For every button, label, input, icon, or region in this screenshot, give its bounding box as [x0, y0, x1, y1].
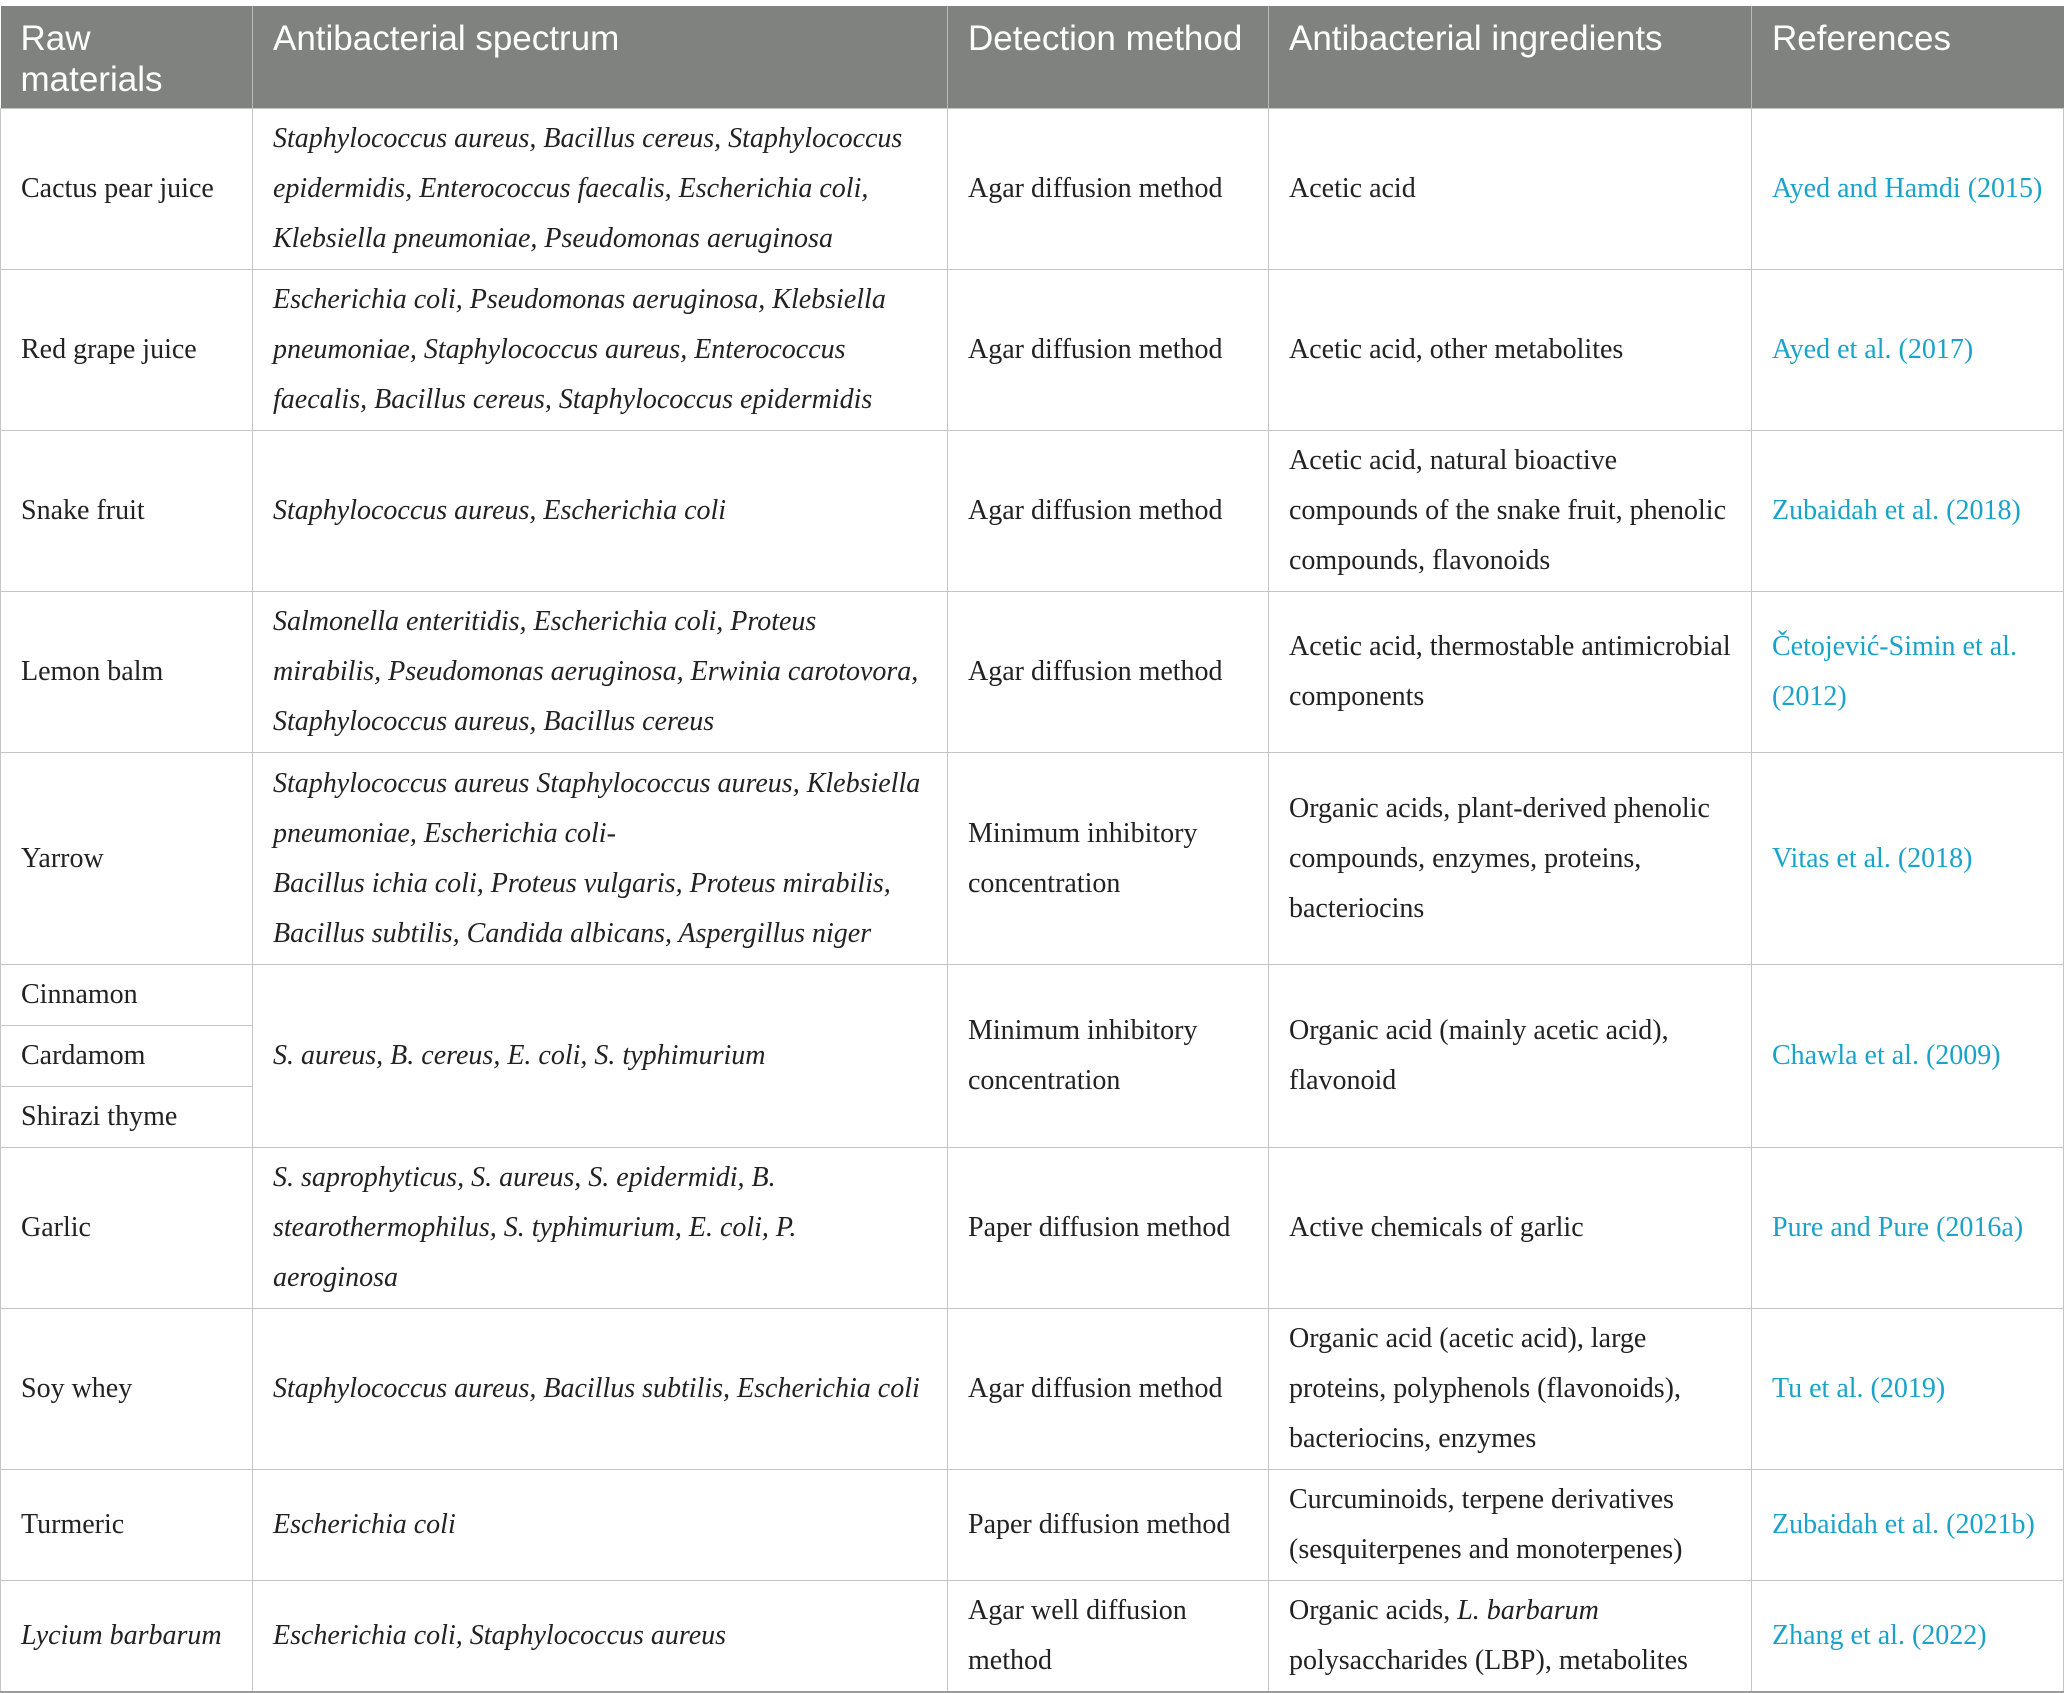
method-cell: Agar diffusion method [948, 592, 1269, 753]
reference-link[interactable]: Zhang et al. (2022) [1752, 1581, 2064, 1693]
spectrum-cell: Escherichia coli [253, 1470, 948, 1581]
reference-link[interactable]: Chawla et al. (2009) [1752, 965, 2064, 1148]
ingredients-text: Organic acids, [1289, 1595, 1458, 1626]
spectrum-cell: Staphylococcus aureus, Escherichia coli [253, 431, 948, 592]
table-row [1, 270, 2064, 431]
table-row [1, 1148, 2064, 1309]
spectrum-cell [253, 753, 948, 965]
ingredients-cell: Acetic acid [1269, 109, 1752, 270]
spectrum-line: Staphylococcus aureus Staphylococcus aureus, Klebsiella pneumoniae, Escherichia coli- [273, 767, 921, 849]
raw-material-cell: Snake fruit [1, 431, 253, 592]
method-cell: Minimum inhibitory concentration [948, 965, 1269, 1148]
table-row [1, 592, 2064, 753]
raw-material-cell: Turmeric [1, 1470, 253, 1581]
method-cell: Agar diffusion method [948, 431, 1269, 592]
reference-link[interactable]: Ayed et al. (2017) [1752, 270, 2064, 431]
ingredients-cell: Acetic acid, other metabolites [1269, 270, 1752, 431]
spectrum-line: Bacillus ichia coli, Proteus vulgaris, Proteus mirabilis, Bacillus subtilis, Candida albicans, Aspergillus niger [273, 867, 891, 949]
method-cell: Paper diffusion method [948, 1148, 1269, 1309]
ingredients-cell: Organic acid (acetic acid), large proteins, polyphenols (flavonoids), bacteriocins, enzymes [1269, 1309, 1752, 1470]
raw-material-cell: Cactus pear juice [1, 109, 253, 270]
ingredients-cell: Curcuminoids, terpene derivatives (sesquiterpenes and monoterpenes) [1269, 1470, 1752, 1581]
raw-material-cell: Garlic [1, 1148, 253, 1309]
table-row [1, 753, 2064, 965]
antibacterial-table [0, 6, 2064, 1693]
method-cell: Agar diffusion method [948, 109, 1269, 270]
reference-link[interactable]: Pure and Pure (2016a) [1752, 1148, 2064, 1309]
header-references: References [1752, 6, 2064, 109]
reference-link[interactable]: Zubaidah et al. (2021b) [1752, 1470, 2064, 1581]
table-row [1, 109, 2064, 270]
ingredients-cell: Acetic acid, natural bioactive compounds of the snake fruit, phenolic compounds, flavonoids [1269, 431, 1752, 592]
table-row [1, 1470, 2064, 1581]
raw-material-cell: Red grape juice [1, 270, 253, 431]
ingredients-cell: Organic acid (mainly acetic acid), flavonoid [1269, 965, 1752, 1148]
header-antibacterial-ingredients: Antibacterial ingredients [1269, 6, 1752, 109]
table-row [1, 1581, 2064, 1693]
raw-material-cell: Lycium barbarum [1, 1581, 253, 1693]
header-detection-method: Detection method [948, 6, 1269, 109]
reference-link[interactable]: Ayed and Hamdi (2015) [1752, 109, 2064, 270]
spectrum-cell: Escherichia coli, Pseudomonas aeruginosa, Klebsiella pneumoniae, Staphylococcus aureus, Enterococcus faecalis, Bacillus cereus, Staphylococcus epidermidis [253, 270, 948, 431]
raw-material-cell: Yarrow [1, 753, 253, 965]
spectrum-cell: S. saprophyticus, S. aureus, S. epidermidi, B. stearothermophilus, S. typhimurium, E. coli, P. aeroginosa [253, 1148, 948, 1309]
method-cell: Agar well diffusion method [948, 1581, 1269, 1693]
table-row [1, 965, 2064, 1026]
header-raw-materials: Raw materials [1, 6, 253, 109]
table-row [1, 431, 2064, 592]
ingredients-cell [1269, 1581, 1752, 1693]
raw-material-cell: Lemon balm [1, 592, 253, 753]
reference-link[interactable]: Zubaidah et al. (2018) [1752, 431, 2064, 592]
reference-link[interactable]: Vitas et al. (2018) [1752, 753, 2064, 965]
header-antibacterial-spectrum: Antibacterial spectrum [253, 6, 948, 109]
method-cell: Agar diffusion method [948, 1309, 1269, 1470]
ingredients-text: polysaccharides (LBP), metabolites [1289, 1645, 1688, 1676]
raw-material-cell: Cardamom [1, 1026, 253, 1087]
spectrum-cell: Staphylococcus aureus, Bacillus subtilis, Escherichia coli [253, 1309, 948, 1470]
method-cell: Minimum inhibitory concentration [948, 753, 1269, 965]
header-row [1, 6, 2064, 109]
spectrum-cell: Salmonella enteritidis, Escherichia coli, Proteus mirabilis, Pseudomonas aeruginosa, Erwinia carotovora, Staphylococcus aureus, Bacillus cereus [253, 592, 948, 753]
reference-link[interactable]: Tu et al. (2019) [1752, 1309, 2064, 1470]
ingredients-cell: Active chemicals of garlic [1269, 1148, 1752, 1309]
raw-material-cell: Shirazi thyme [1, 1087, 253, 1148]
method-cell: Paper diffusion method [948, 1470, 1269, 1581]
ingredients-cell: Acetic acid, thermostable antimicrobial components [1269, 592, 1752, 753]
table-row [1, 1309, 2064, 1470]
raw-material-cell: Soy whey [1, 1309, 253, 1470]
reference-link[interactable]: Četojević-Simin et al. (2012) [1752, 592, 2064, 753]
ingredients-species: L. barbarum [1457, 1595, 1599, 1626]
spectrum-cell: Staphylococcus aureus, Bacillus cereus, Staphylococcus epidermidis, Enterococcus faecalis, Escherichia coli, Klebsiella pneumoniae, Pseudomonas aeruginosa [253, 109, 948, 270]
method-cell: Agar diffusion method [948, 270, 1269, 431]
spectrum-cell: Escherichia coli, Staphylococcus aureus [253, 1581, 948, 1693]
raw-material-cell: Cinnamon [1, 965, 253, 1026]
spectrum-cell: S. aureus, B. cereus, E. coli, S. typhimurium [253, 965, 948, 1148]
ingredients-cell: Organic acids, plant-derived phenolic compounds, enzymes, proteins, bacteriocins [1269, 753, 1752, 965]
